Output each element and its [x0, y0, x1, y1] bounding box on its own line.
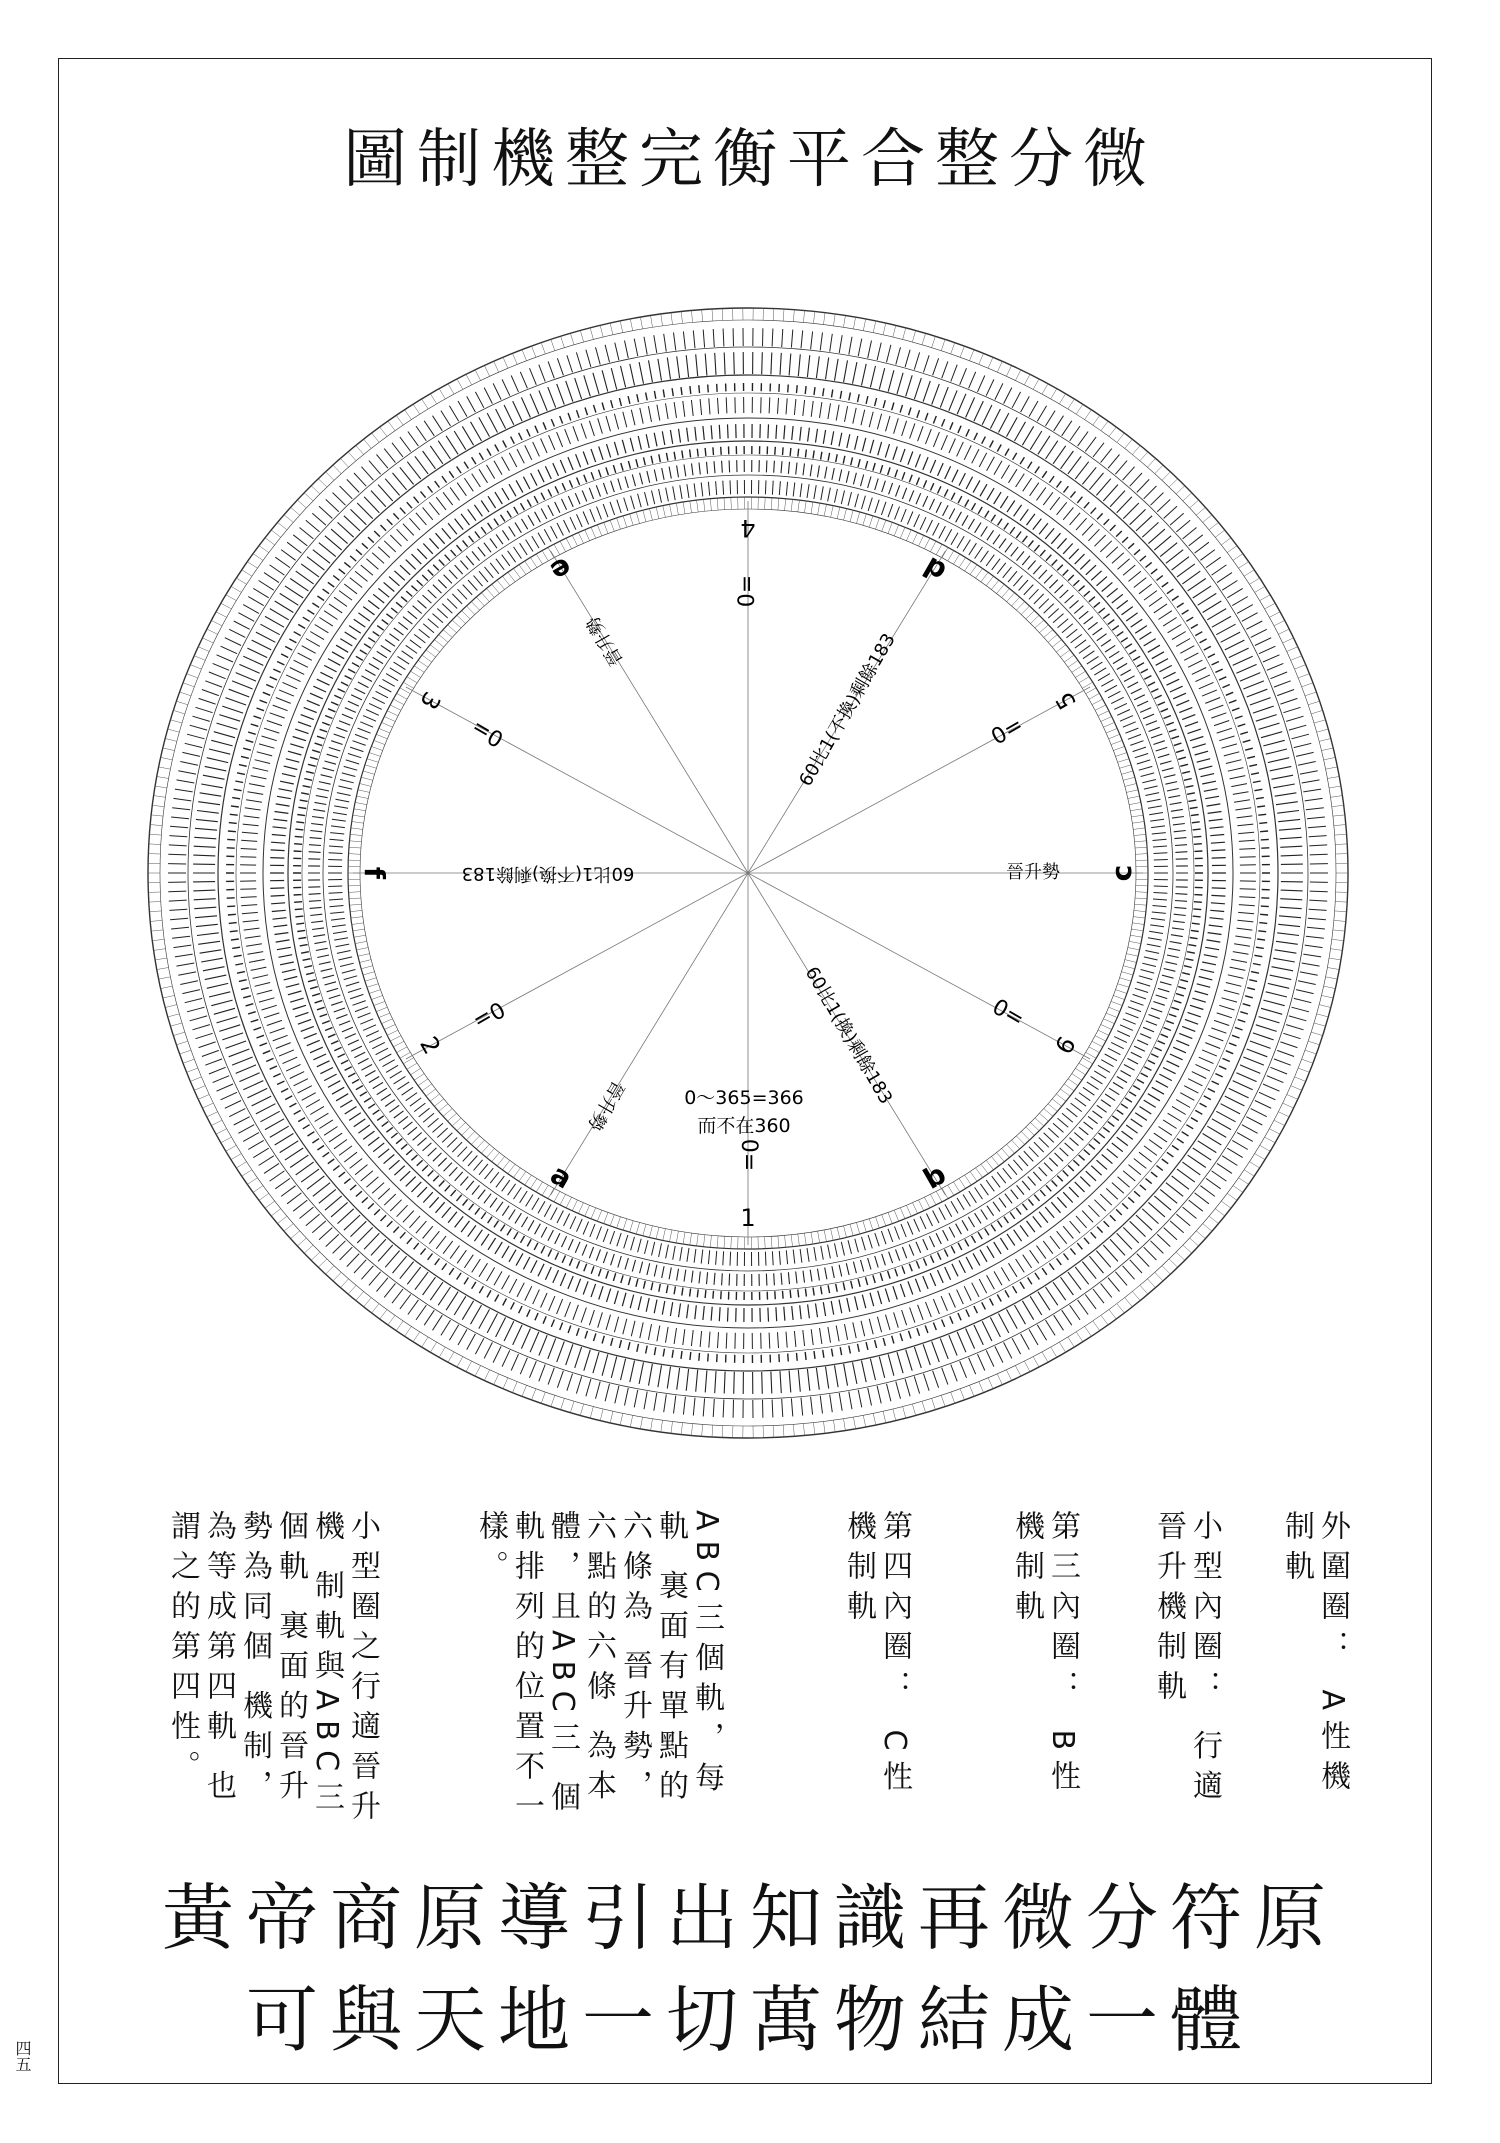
spoke-number: 4 — [740, 514, 756, 542]
spoke-note: 60比1(換)剩餘183 — [800, 963, 897, 1108]
spoke-note: 60比1(不換)剩餘183 — [795, 629, 900, 791]
spoke-number: 2 — [414, 1031, 447, 1060]
center-note-line1: 0～365=366 — [684, 1087, 804, 1109]
spoke-zero-mark: 0= — [468, 995, 509, 1034]
note-fourth-inner-ring: 第四內圈： C性機制軌 — [841, 1510, 912, 1801]
spoke-number: 3 — [414, 686, 447, 715]
spoke-zero-mark: 0= — [467, 713, 509, 752]
motto-line1: 黃帝商原導引出知識再微分符原 — [161, 1876, 1338, 1960]
spoke-note: 晉升勢 — [582, 612, 628, 670]
note-third-inner-ring: 第三內圈： B性機制軌 — [1009, 1510, 1080, 1801]
page-title: 圖制機整完衡平合整分微 — [343, 123, 1157, 197]
spoke-note: 晉升勢 — [1006, 862, 1060, 883]
center-note-line2: 而不在360 — [697, 1115, 791, 1137]
spoke-note: 晉升勢 — [583, 1076, 629, 1134]
spoke-number: 1 — [740, 1204, 756, 1232]
notes-area — [150, 1510, 1350, 1840]
spoke-letter: e — [544, 550, 578, 589]
spoke-note: 60比1(不換)剩餘183 — [461, 863, 635, 884]
spoke-number: 5 — [1049, 686, 1082, 715]
page-number: 四五 — [13, 2040, 32, 2072]
spoke-letter: a — [544, 1157, 578, 1196]
note-abc-tracks: ABC三個軌，每軌 裏面有單點的六條為 晉升勢，六點的六條 為本體，且ABC三 個軌排列的位置不一 樣。 — [473, 1510, 724, 1830]
motto-line2: 可與天地一切萬物結成一體 — [245, 1978, 1254, 2062]
spoke-zero-mark: 0= — [987, 994, 1029, 1033]
note-small-inner-ring: 小型內圈： 行適晉升機制軌 — [1151, 1510, 1222, 1810]
spoke-zero-mark: 0= — [987, 712, 1028, 751]
note-fourth-nature: 小型圈之行適晉升機 制軌與ABC三個軌 裏面的晉升勢為同個 機制，為等成第四軌 也謂之的第四性。 — [165, 1510, 380, 1830]
spoke-zero-mark: 0= — [735, 574, 760, 608]
note-outer-ring: 外圍圈： A性機制軌 — [1279, 1510, 1350, 1801]
spoke-letter: f — [358, 866, 391, 880]
spoke-letter: d — [917, 550, 952, 589]
spoke-number: 6 — [1049, 1031, 1082, 1060]
spoke-zero-mark: 0= — [736, 1138, 761, 1172]
spoke-letter: b — [917, 1157, 952, 1196]
spoke-letter: c — [1105, 864, 1138, 882]
